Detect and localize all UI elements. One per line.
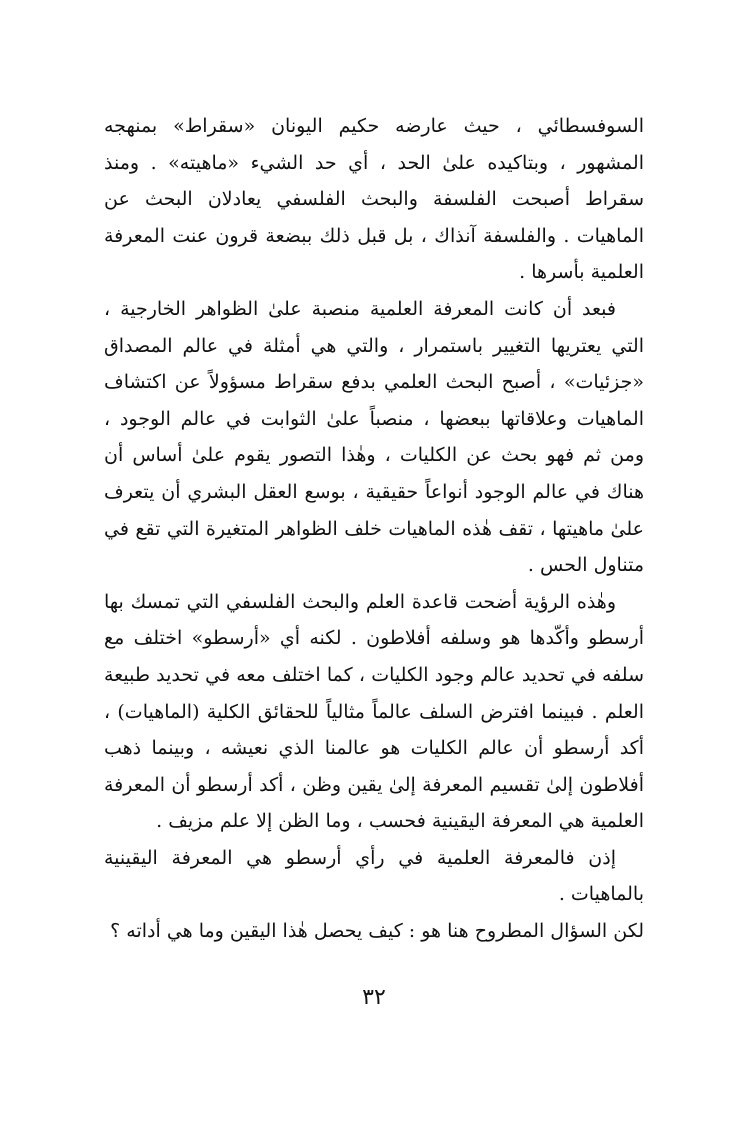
body-text [104, 108, 644, 950]
paragraph-3: وهٰذه الرؤية أضحت قاعدة العلم والبحث الفلسفي التي تمسك بها أرسطو وأكّدها هو وسلفه أفلاطون . لكنه أي «أرسطو» اختلف مع سلفه في تحديد عالم وجود الكليات ، كما اختلف معه في تحديد طبيعة العلم . فبينما افترض السلف عالماً مثالياً للحقائق الكلية (الماهيات) ، أكد أرسطو أن عالم الكليات هو عالمنا الذي نعيشه ، وبينما ذهب أفلاطون إلىٰ تقسيم المعرفة إلىٰ يقين وظن ، أكد أرسطو أن المعرفة العلمية هي المعرفة اليقينية فحسب ، وما الظن إلا علم مزيف . [104, 590, 644, 833]
paragraph-2: فبعد أن كانت المعرفة العلمية منصبة علىٰ الظواهر الخارجية ، التي يعتريها التغيير باستمرار ، والتي هي أمثلة في عالم المصداق «جزئيات» ، أصبح البحث العلمي بدفع سقراط مسؤولاً عن اكتشاف الماهيات وعلاقاتها ببعضها ، منصباً علىٰ الثوابت في عالم الوجود ، ومن ثم فهو بحث عن الكليات ، وهٰذا التصور يقوم علىٰ أساس أن هناك في عالم الوجود أنواعاً حقيقية ، بوسع العقل البشري أن يتعرف علىٰ ماهيتها ، تقف هٰذه الماهيات خلف الظواهر المتغيرة التي تقع في متناول الحس . [104, 297, 644, 577]
paragraph-1: السوفسطائي ، حيث عارضه حكيم اليونان «سقراط» بمنهجه المشهور ، وبتاكيده علىٰ الحد ، أي حد الشيء «ماهيته» . ومنذ سقراط أصبحت الفلسفة والبحث الفلسفي يعادلان البحث عن الماهيات . والفلسفة آنذاك ، بل قبل ذلك ببضعة قرون عنت المعرفة العلمية بأسرها . [104, 115, 644, 284]
paragraph-5: لكن السؤال المطروح هنا هو : كيف يحصل هٰذا اليقين وما هي أداته ؟ [110, 920, 644, 943]
page-number: ٣٢ [362, 985, 386, 1010]
paragraph-4: إذن فالمعرفة العلمية في رأي أرسطو هي المعرفة اليقينية بالماهيات . [104, 846, 644, 906]
